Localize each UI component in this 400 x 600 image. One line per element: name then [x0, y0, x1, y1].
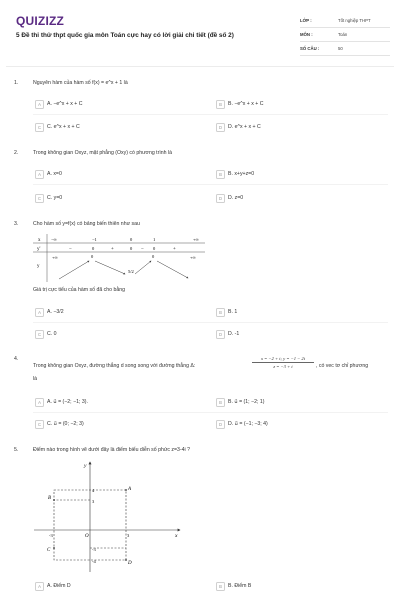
- option-letter: C: [35, 420, 44, 429]
- option-letter: A: [35, 582, 44, 591]
- option-divider: [33, 184, 388, 185]
- option-text: C. u⃗ = (0; −2; 3): [47, 421, 84, 427]
- option-c[interactable]: [35, 328, 57, 340]
- option-text: A. x=0: [47, 171, 62, 177]
- option-b[interactable]: [216, 396, 264, 408]
- question-text: Điểm nào trong hình vẽ dưới đây là điểm biểu diễn số phức z=3-4i ?: [33, 447, 190, 453]
- equation-bottom: z = −3 + t: [273, 364, 293, 369]
- meta-row-class: [300, 14, 390, 28]
- x-value: 0: [130, 237, 133, 242]
- question-number: 2.: [14, 150, 19, 156]
- option-letter: B: [216, 398, 225, 407]
- variation-table: [33, 234, 205, 282]
- meta-key: MÔN :: [300, 32, 313, 37]
- option-b[interactable]: [216, 98, 263, 110]
- question-text: Cho hàm số y=f(x) có bảng biến thiên như sau: [33, 221, 140, 227]
- option-a[interactable]: [35, 306, 64, 318]
- origin-label: O: [85, 534, 89, 539]
- option-divider: [33, 322, 388, 323]
- axis-y-label: y: [84, 463, 87, 469]
- question-number: 3.: [14, 221, 19, 227]
- option-letter: A: [35, 170, 44, 179]
- option-text: B. −e^x + x + C: [228, 101, 264, 107]
- option-c[interactable]: [35, 418, 84, 430]
- option-text: D. e^x + x + C: [228, 124, 261, 130]
- option-text: B. u⃗ = (1; −2; 1): [228, 399, 265, 405]
- option-divider: [33, 114, 388, 115]
- tick-y-pos2: 3: [92, 499, 95, 504]
- option-text: A. −3/2: [47, 309, 64, 315]
- option-letter: D: [216, 330, 225, 339]
- tick-y-neg: -4: [92, 559, 96, 564]
- option-a[interactable]: [35, 168, 62, 180]
- option-letter: D: [216, 123, 225, 132]
- option-a[interactable]: [35, 396, 88, 408]
- y-value: 0: [152, 254, 155, 259]
- tick-x-pos: 3: [127, 533, 130, 538]
- page-title: 5 Đề thi thử thpt quốc gia môn Toán cực hay có lời giải chi tiết (đề số 2): [16, 32, 234, 39]
- option-a[interactable]: [35, 580, 71, 592]
- option-d[interactable]: [216, 121, 261, 133]
- meta-value: 50: [338, 46, 343, 51]
- axis-x-label: x: [175, 533, 178, 539]
- option-text: A. Điểm D: [47, 583, 71, 589]
- sign: 0: [92, 246, 95, 251]
- question-number: 5.: [14, 447, 19, 453]
- option-b[interactable]: [216, 580, 251, 592]
- option-letter: A: [35, 308, 44, 317]
- meta-value: Toán: [338, 32, 348, 37]
- sign: 0: [130, 246, 133, 251]
- question-text: Nguyên hàm của hàm số f(x) = e^x + 1 là: [33, 80, 128, 86]
- meta-row-count: [300, 42, 390, 56]
- sign: +: [111, 247, 114, 252]
- option-text: B. x+y+z=0: [228, 171, 255, 177]
- option-letter: A: [35, 100, 44, 109]
- option-letter: D: [216, 420, 225, 429]
- quizizz-logo: QUIZIZZ: [16, 14, 65, 28]
- dy-label: y': [37, 247, 41, 252]
- option-a[interactable]: [35, 98, 82, 110]
- line-equation: [252, 356, 314, 369]
- option-letter: C: [35, 194, 44, 203]
- option-text: C. 0: [47, 331, 57, 337]
- option-c[interactable]: [35, 192, 62, 204]
- option-text: A. u⃗ = (−2; −1; 3).: [47, 399, 88, 405]
- option-letter: D: [216, 194, 225, 203]
- option-letter: B: [216, 308, 225, 317]
- option-text: D. -1: [228, 331, 240, 337]
- option-text: C. y=0: [47, 195, 63, 201]
- y-value: 5/2: [128, 269, 134, 274]
- header-divider: [6, 66, 394, 67]
- option-b[interactable]: [216, 306, 237, 318]
- option-text: B. 1: [228, 309, 238, 315]
- y-value: +∞: [190, 255, 196, 260]
- y-value: 0: [91, 254, 94, 259]
- question-number: 1.: [14, 80, 19, 86]
- option-d[interactable]: [216, 192, 243, 204]
- sign: +: [173, 247, 176, 252]
- x-value: +∞: [193, 237, 199, 242]
- meta-value: Tốt nghiệp THPT: [338, 18, 371, 23]
- option-letter: C: [35, 330, 44, 339]
- equation-top: x = −2 + t; y = −1 − 2t: [252, 356, 314, 363]
- option-text: B. Điểm B: [228, 583, 252, 589]
- tick-y-pos: 4: [92, 488, 95, 493]
- point-b-label: B: [48, 496, 52, 501]
- meta-table: [300, 14, 390, 56]
- question-subtext: Giá trị cực tiểu của hàm số đã cho bằng: [33, 287, 125, 293]
- y-value: +∞: [52, 255, 58, 260]
- y-label: y: [37, 264, 40, 269]
- option-text: D. u⃗ = (−1; −3; 4): [228, 421, 268, 427]
- option-letter: B: [216, 100, 225, 109]
- x-value: −∞: [51, 237, 57, 242]
- option-text: A. −e^x + x + C: [47, 101, 83, 107]
- option-letter: C: [35, 123, 44, 132]
- option-letter: B: [216, 582, 225, 591]
- meta-key: SỐ CÂU :: [300, 46, 320, 51]
- complex-plane-graph: [34, 460, 184, 575]
- meta-key: LỚP :: [300, 18, 312, 23]
- question-number: 4.: [14, 356, 19, 362]
- option-text: D. z=0: [228, 195, 244, 201]
- option-d[interactable]: [216, 418, 268, 430]
- option-c[interactable]: [35, 121, 80, 133]
- sign: −: [141, 247, 144, 252]
- sign: 0: [153, 246, 156, 251]
- meta-row-subject: [300, 28, 390, 42]
- option-b[interactable]: [216, 168, 254, 180]
- x-value: −1: [92, 237, 97, 242]
- question-text: Trong không gian Oxyz, mặt phẳng (Oxy) có phương trình là: [33, 150, 173, 156]
- option-d[interactable]: [216, 328, 239, 340]
- x-value: 1: [153, 237, 156, 242]
- option-letter: A: [35, 398, 44, 407]
- option-letter: B: [216, 170, 225, 179]
- option-text: C. e^x + x + C: [47, 124, 80, 130]
- option-divider: [33, 412, 388, 413]
- question-text-line2: là: [33, 376, 38, 382]
- point-c-label: C: [47, 548, 51, 553]
- sign: −: [69, 247, 72, 252]
- tick-x-neg: -3: [49, 533, 53, 538]
- tick-y-neg2: -3: [92, 547, 96, 552]
- question-text-after: , có vec tơ chỉ phương: [316, 363, 369, 369]
- point-d-label: D: [128, 561, 132, 566]
- point-a-label: A: [128, 487, 132, 492]
- question-text: Trong không gian Oxyz, đường thẳng d song song với đường thẳng Δ:: [33, 363, 196, 369]
- x-label: x: [38, 238, 41, 243]
